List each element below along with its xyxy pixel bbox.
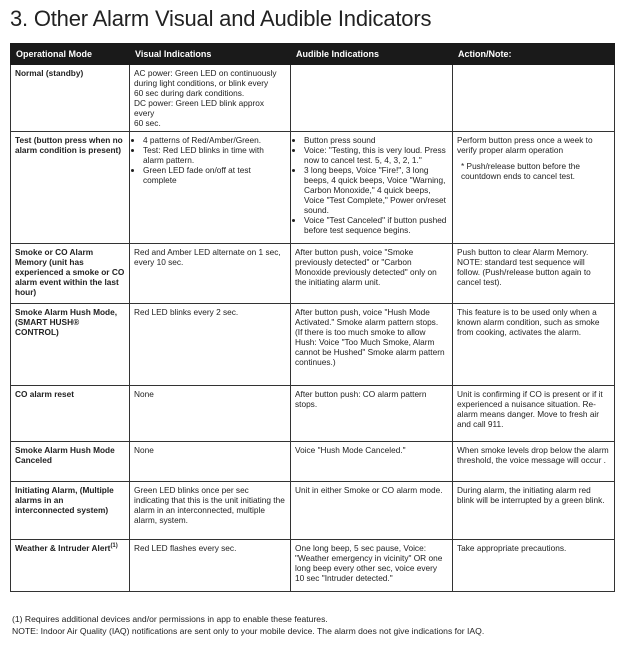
audible-cell: Unit in either Smoke or CO alarm mode. [291, 482, 453, 540]
list-item: • Test: Red LED blinks in time with alarm pattern. [143, 145, 286, 165]
table-row [11, 132, 615, 244]
visual-cell: Red LED blinks every 2 sec. [130, 304, 291, 386]
table-row [11, 442, 615, 482]
footnote-iaq-note: NOTE: Indoor Air Quality (IAQ) notifications are sent only to your mobile device. The alarm does not give indications for IAQ. [12, 626, 485, 636]
action-cell: When smoke levels drop below the alarm threshold, the voice message will occur . [453, 442, 615, 482]
table-row [11, 244, 615, 304]
audible-cell: One long beep, 5 sec pause, Voice: "Weather emergency in vicinity" OR one long beep every other sec, voice every 10 sec "Intruder detected." [291, 540, 453, 592]
action-cell: Unit is confirming if CO is present or if it experienced a nuisance situation. Re-alarm means danger. Move to fresh air and call 911. [453, 386, 615, 442]
audible-cell [291, 132, 453, 244]
action-subnote: * Push/release button before the countdown ends to cancel test. [461, 161, 581, 181]
list-item: • 4 patterns of Red/Amber/Green. [143, 135, 286, 145]
list-item: • Voice "Test Canceled" if button pushed before test sequence begins. [304, 215, 448, 235]
table-header-row [11, 44, 615, 65]
visual-cell: Green LED blinks once per sec indicating that this is the unit initiating the alarm in an interconnected, multiple alarm, system. [130, 482, 291, 540]
visual-cell: None [130, 442, 291, 482]
action-cell: Push button to clear Alarm Memory. NOTE: standard test sequence will follow. (Push/release button again to cancel test). [453, 244, 615, 304]
mode-text: Weather & Intruder Alert [15, 543, 111, 553]
list-item: • 3 long beeps, Voice "Fire!", 3 long beeps, 4 quick beeps, Voice "Warning, Carbon Monoxide," 4 quick beeps, Voice "Test Complete," Power on/reset sound. [304, 165, 448, 215]
mode-cell: Normal (standby) [11, 65, 130, 132]
mode-cell: CO alarm reset [11, 386, 130, 442]
alarm-indicators-table [10, 43, 615, 592]
footnotes [12, 613, 616, 637]
visual-line: AC power: Green LED on continuously [134, 68, 277, 78]
list-item: • Green LED fade on/off at test complete [143, 165, 286, 185]
visual-cell [130, 65, 291, 132]
list-item: • Button press sound [304, 135, 448, 145]
footnote-1: (1) Requires additional devices and/or permissions in app to enable these features. [12, 614, 328, 624]
action-cell: This feature is to be used only when a known alarm condition, such as smoke from cooking, activates the alarm. [453, 304, 615, 386]
table-row [11, 540, 615, 592]
page-title: 3. Other Alarm Visual and Audible Indicators [10, 6, 432, 31]
table-row [11, 482, 615, 540]
header-operational-mode: Operational Mode [11, 44, 130, 65]
action-cell: Take appropriate precautions. [453, 540, 615, 592]
action-cell [453, 132, 615, 244]
action-cell [453, 65, 615, 132]
header-audible-indications: Audible Indications [291, 44, 453, 65]
header-action-note: Action/Note: [453, 44, 615, 65]
mode-cell [11, 540, 130, 592]
audible-cell [291, 65, 453, 132]
audible-cell: After button push: CO alarm pattern stops. [291, 386, 453, 442]
mode-cell: Smoke Alarm Hush Mode, (SMART HUSH® CONTROL) [11, 304, 130, 386]
visual-bullet-list [134, 135, 286, 185]
table-row [11, 304, 615, 386]
table-row [11, 386, 615, 442]
table-row [11, 65, 615, 132]
visual-line: during light conditions, or blink every [134, 78, 269, 88]
mode-cell: Test (button press when no alarm condition is present) [11, 132, 130, 244]
audible-cell: Voice "Hush Mode Canceled." [291, 442, 453, 482]
visual-cell: Red and Amber LED alternate on 1 sec, every 10 sec. [130, 244, 291, 304]
visual-cell: Red LED flashes every sec. [130, 540, 291, 592]
mode-cell: Smoke or CO Alarm Memory (unit has experienced a smoke or CO alarm event within the last hour) [11, 244, 130, 304]
audible-cell: After button push, voice "Smoke previously detected" or "Carbon Monoxide previously detected" only on the initiating alarm unit. [291, 244, 453, 304]
audible-cell [291, 304, 453, 386]
audible-text: After button push, voice "Hush Mode Activated." Smoke alarm pattern stops. [295, 307, 439, 327]
mode-cell: Initiating Alarm, (Multiple alarms in an interconnected system) [11, 482, 130, 540]
visual-line: 60 sec during dark conditions. [134, 88, 245, 98]
list-item: • Voice: "Testing, this is very loud. Press now to cancel test. 5, 4, 3, 2, 1." [304, 145, 448, 165]
visual-cell [130, 132, 291, 244]
header-visual-indications: Visual Indications [130, 44, 291, 65]
audible-extra-text: (If there is too much smoke to allow Hush: Voice "Too Much Smoke, Alarm cannot be Hushed" Smoke alarm pattern continues.) [295, 327, 445, 367]
action-cell: During alarm, the initiating alarm red blink will be interrupted by a green blink. [453, 482, 615, 540]
visual-cell: None [130, 386, 291, 442]
mode-cell: Smoke Alarm Hush Mode Canceled [11, 442, 130, 482]
footnote-marker: (1) [110, 543, 118, 550]
audible-bullet-list [295, 135, 448, 235]
visual-line: DC power: Green LED blink approx every [134, 98, 265, 118]
action-text: Perform button press once a week to verify proper alarm operation [457, 135, 593, 155]
visual-line: 60 sec. [134, 118, 161, 128]
